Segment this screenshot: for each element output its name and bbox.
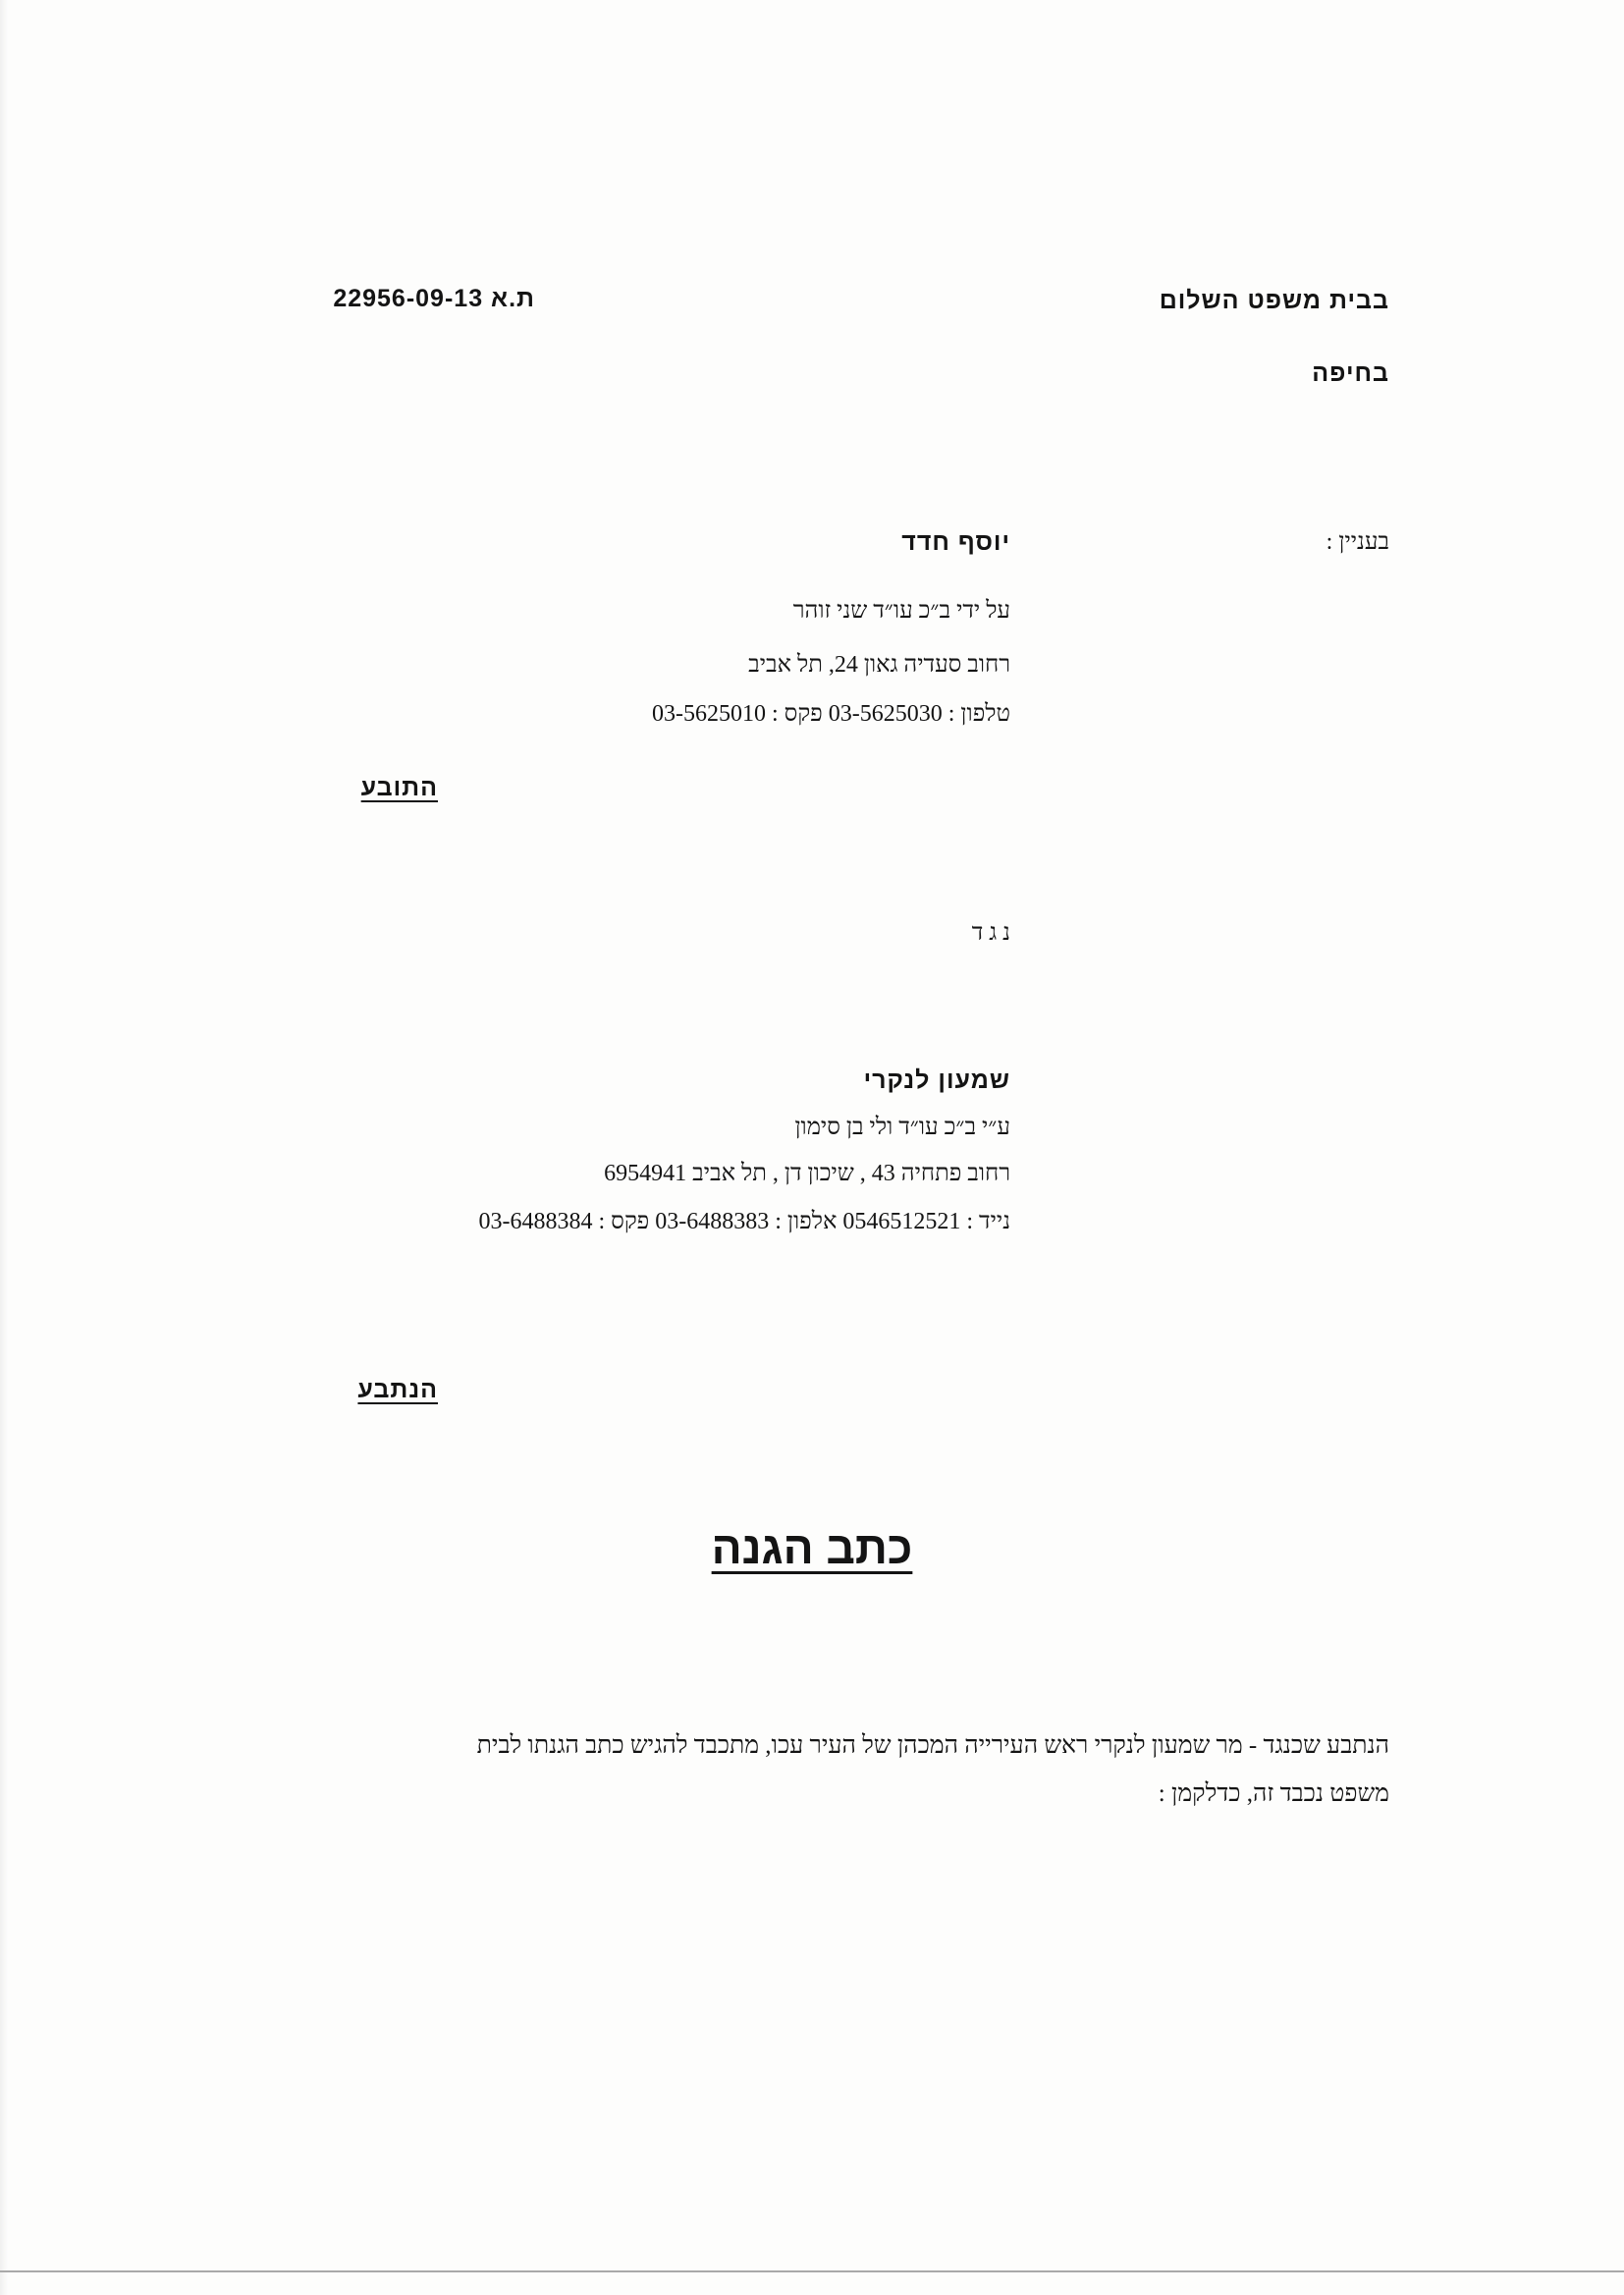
plaintiff-address: רחוב סעדיה גאון 24, תל אביב <box>748 652 1010 678</box>
plaintiff-contact: טלפון : 03-5625030 פקס : 03-5625010 <box>652 701 1010 727</box>
defendant-role: הנתבע <box>357 1376 438 1403</box>
defendant-representation: ע״י ב״כ עו״ד ולי בן סימון <box>794 1115 1010 1140</box>
plaintiff-role: התובע <box>360 774 438 801</box>
scan-edge-shadow <box>0 0 8 2295</box>
case-number: ת.א 22956-09-13 <box>333 285 535 312</box>
defendant-contact: נייד : 0546512521 אלפון : 03-6488383 פקס : 03-6488384 <box>478 1209 1010 1234</box>
document-title: כתב הגנה <box>711 1522 913 1573</box>
matter-label: בעניין : <box>1326 529 1389 555</box>
plaintiff-representation: על ידי ב״כ עו״ד שני זוהר <box>792 598 1010 624</box>
scan-edge-line <box>0 2270 1624 2272</box>
defendant-address: רחוב פתחיה 43 , שיכון דן , תל אביב 6954941 <box>604 1161 1010 1186</box>
plaintiff-name: יוסף חדד <box>901 528 1010 556</box>
body-line: משפט נכבד זה, כדלקמן : <box>1158 1780 1389 1807</box>
court-name: בבית משפט השלום <box>1159 287 1389 314</box>
court-city: בחיפה <box>1312 359 1389 387</box>
versus-label: נ ג ד <box>971 920 1010 946</box>
defendant-name: שמעון לנקרי <box>863 1066 1010 1094</box>
body-line: הנתבע שכנגד - מר שמעון לנקרי ראש העירייה המכהן של העיר עכו, מתכבד להגיש כתב הגנתו לבית <box>476 1732 1389 1759</box>
